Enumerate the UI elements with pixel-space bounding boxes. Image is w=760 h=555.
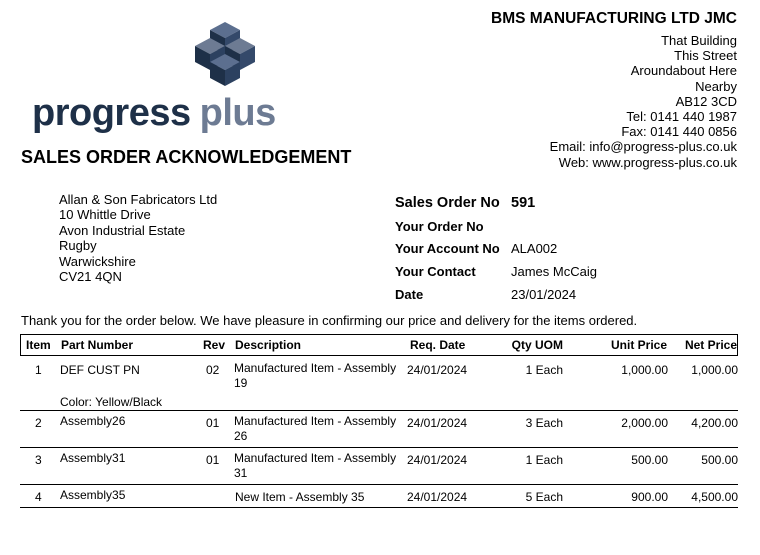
cell-description: New Item - Assembly 35 <box>235 490 365 504</box>
document-title: SALES ORDER ACKNOWLEDGEMENT <box>21 147 352 167</box>
account-no-label: Your Account No <box>395 241 500 257</box>
cell-unit-price: 1,000.00 <box>621 363 668 377</box>
cell-unit-price: 900.00 <box>631 490 668 504</box>
company-tel: Tel: 0141 440 1987 <box>626 109 737 125</box>
company-address-line: AB12 3CD <box>675 93 737 109</box>
cell-req-date: 24/01/2024 <box>407 453 468 467</box>
cell-req-date: 24/01/2024 <box>407 416 468 430</box>
company-details <box>491 10 737 170</box>
date-row <box>395 283 597 306</box>
cell-item: 3 <box>35 453 42 467</box>
cell-qty-uom: 1 Each <box>525 453 563 467</box>
date-label: Date <box>395 287 424 303</box>
cell-description: Manufactured Item - Assembly 31 <box>234 451 397 480</box>
cell-part: Assembly26 <box>60 414 126 428</box>
table-header <box>20 334 738 356</box>
sales-order-no-row <box>395 192 597 215</box>
cell-req-date: 24/01/2024 <box>407 490 468 504</box>
cell-item: 1 <box>35 363 42 377</box>
logo-cubes-icon <box>180 22 270 100</box>
company-address-line: That Building <box>661 33 737 48</box>
account-no-value: ALA002 <box>511 241 558 257</box>
cell-qty-uom: 1 Each <box>525 363 563 377</box>
customer-address-line: 10 Whittle Drive <box>59 207 151 223</box>
cell-net-price: 500.00 <box>701 453 738 467</box>
header-req-date: Req. Date <box>410 338 466 352</box>
table-row <box>20 448 738 485</box>
customer-address-line: Warwickshire <box>59 253 136 269</box>
header-part-number: Part Number <box>61 338 134 352</box>
customer-address-line: Allan & Son Fabricators Ltd <box>59 192 218 207</box>
contact-label: Your Contact <box>395 264 476 280</box>
cell-description: Manufactured Item - Assembly 19 <box>234 361 397 390</box>
customer-address <box>59 192 217 284</box>
logo-wordmark: progress plus <box>32 92 276 134</box>
cell-net-price: 4,500.00 <box>691 490 738 504</box>
contact-value: James McCaig <box>511 264 597 280</box>
cell-rev: 02 <box>206 363 220 377</box>
header-qty-uom: Qty UOM <box>511 338 563 352</box>
cell-rev: 01 <box>206 453 220 467</box>
date-value: 23/01/2024 <box>511 287 577 303</box>
table-row <box>20 485 738 508</box>
company-address-line: This Street <box>674 48 737 64</box>
cell-item: 2 <box>35 416 42 430</box>
company-address-line: Aroundabout Here <box>630 63 737 79</box>
account-no-row <box>395 238 597 261</box>
cell-net-price: 1,000.00 <box>691 363 738 377</box>
sales-order-no-value: 591 <box>511 195 536 212</box>
sales-order-no-label: Sales Order No <box>395 195 500 212</box>
company-address-line: Nearby <box>695 78 737 94</box>
cell-net-price: 4,200.00 <box>691 416 738 430</box>
contact-row <box>395 260 597 283</box>
header-item: Item <box>26 338 51 352</box>
header-unit-price: Unit Price <box>610 338 667 352</box>
your-order-no-row <box>395 215 597 238</box>
cell-part: Assembly31 <box>60 451 126 465</box>
cell-description: Manufactured Item - Assembly 26 <box>234 414 397 443</box>
items-table <box>20 334 738 508</box>
customer-address-line: CV21 4QN <box>59 269 122 285</box>
cell-unit-price: 2,000.00 <box>621 416 668 430</box>
table-row <box>20 356 738 411</box>
customer-address-line: Avon Industrial Estate <box>59 222 186 238</box>
cell-item: 4 <box>35 490 42 504</box>
table-row <box>20 411 738 448</box>
company-logo <box>32 18 276 136</box>
cell-part: Assembly35 <box>60 488 126 502</box>
header-net-price: Net Price <box>684 338 737 352</box>
intro-text: Thank you for the order below. We have pleasure in confirming our price and delivery for the items ordered. <box>21 313 638 328</box>
customer-address-line: Rugby <box>59 238 97 254</box>
cell-part: DEF CUST PN <box>60 363 140 377</box>
header-rev: Rev <box>203 338 226 352</box>
cell-req-date: 24/01/2024 <box>407 363 468 377</box>
company-email: Email: info@progress-plus.co.uk <box>549 139 737 155</box>
cell-qty-uom: 3 Each <box>525 416 563 430</box>
cell-note: Color: Yellow/Black <box>60 395 163 409</box>
your-order-no-label: Your Order No <box>395 218 484 234</box>
order-info <box>395 192 597 306</box>
company-name: BMS MANUFACTURING LTD JMC <box>491 10 737 27</box>
company-fax: Fax: 0141 440 0856 <box>621 124 737 140</box>
cell-rev: 01 <box>206 416 220 430</box>
header-description: Description <box>235 338 302 352</box>
cell-unit-price: 500.00 <box>631 453 668 467</box>
cell-qty-uom: 5 Each <box>525 490 563 504</box>
company-web: Web: www.progress-plus.co.uk <box>558 154 737 170</box>
